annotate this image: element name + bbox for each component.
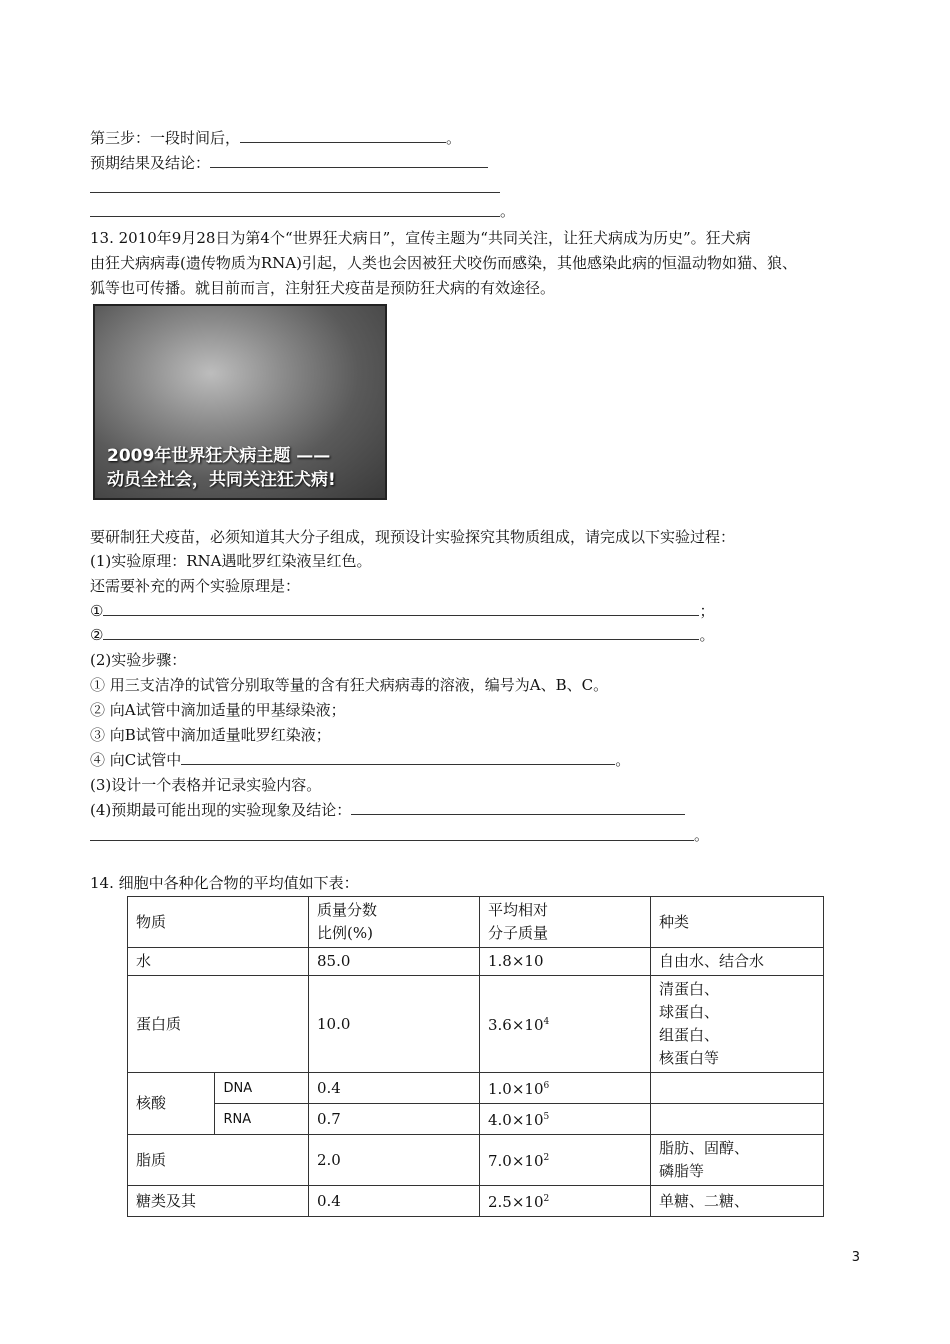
cell-dna-mw (480, 1073, 651, 1104)
cell-rna-name: RNA (215, 1104, 309, 1135)
header-mass (309, 897, 480, 948)
cell-sugar-mass: 0.4 (309, 1186, 480, 1217)
lipid-kind-1: 脂肪、固醇、 (659, 1139, 750, 1157)
cell-water-mass: 85.0 (309, 948, 480, 976)
q13-principle: (1)实验原理：RNA遇吡罗红染液呈红色。 (90, 552, 372, 570)
lipid-mw-exp: 2 (543, 1153, 550, 1163)
photo-caption-line2: 动员全社会，共同关注狂犬病! (107, 470, 336, 490)
table-row (128, 1073, 824, 1104)
protein-kind-1: 清蛋白、 (659, 980, 720, 998)
cell-water-kinds: 自由水、结合水 (651, 948, 824, 976)
predict-blank-1[interactable] (351, 800, 685, 815)
period: 。 (699, 626, 715, 644)
q12-step3-line (90, 128, 461, 148)
q13-step4-line (90, 750, 630, 770)
cell-protein-mass: 10.0 (309, 976, 480, 1073)
dna-mw-exp: 6 (543, 1081, 550, 1091)
photo-caption (95, 444, 385, 492)
cell-lipid-mass: 2.0 (309, 1135, 480, 1186)
circle-1: ① (90, 602, 104, 620)
cell-protein-name: 蛋白质 (128, 976, 309, 1073)
q13-intro-line1: 13. 2010年9月28日为第4个“世界狂犬病日”，宣传主题为“共同关注，让狂犬病成为历史”。狂犬病 (90, 229, 751, 247)
rna-mw-exp: 5 (543, 1112, 550, 1122)
q12-step3-punct: 。 (446, 129, 462, 147)
q12-expect-blank-3[interactable] (90, 216, 500, 217)
cell-dna-kinds (651, 1073, 824, 1104)
q13-need-more: 还需要补充的两个实验原理是： (90, 577, 301, 595)
header-substance: 物质 (128, 897, 309, 948)
protein-mw-base: 3.6×10 (488, 1016, 544, 1034)
cell-sugar-kinds: 单糖、二糖、 (651, 1186, 824, 1217)
cell-protein-mw (480, 976, 651, 1073)
cell-lipid-name: 脂质 (128, 1135, 309, 1186)
q13-predict-line (90, 800, 685, 820)
cell-sugar-name: 糖类及其 (128, 1186, 309, 1217)
principle-2-blank[interactable] (103, 625, 699, 640)
cell-rna-mass: 0.7 (309, 1104, 480, 1135)
q12-end-punct: 。 (500, 202, 516, 220)
q13-step1: ① 用三支洁净的试管分别取等量的含有狂犬病病毒的溶液，编号为A、B、C。 (90, 676, 609, 694)
page-number: 3 (851, 1250, 860, 1265)
protein-kind-2: 球蛋白、 (659, 1003, 720, 1021)
rna-mw-base: 4.0×10 (488, 1111, 544, 1129)
sugar-mw-base: 2.5×10 (488, 1193, 544, 1211)
q13-intro-line2: 由狂犬病病毒(遗传物质为RNA)引起，人类也会因被狂犬咬伤而感染，其他感染此病的恒温动物如猫、狼、 (90, 254, 797, 272)
q13-step4-text: ④ 向C试管中 (90, 751, 182, 769)
q13-step2: ② 向A试管中滴加适量的甲基绿染液； (90, 701, 346, 719)
predict-end-punct: 。 (694, 826, 710, 844)
q13-principle-1-line (90, 601, 714, 621)
protein-kind-3: 组蛋白、 (659, 1026, 720, 1044)
header-mass-line1: 质量分数 (317, 901, 378, 919)
compound-table (127, 896, 824, 1217)
period: 。 (615, 751, 631, 769)
cell-rna-mw (480, 1104, 651, 1135)
cell-rna-kinds (651, 1104, 824, 1135)
protein-kind-4: 核蛋白等 (659, 1049, 720, 1067)
q13-predict-text: (4)预期最可能出现的实验现象及结论： (90, 801, 352, 819)
lipid-mw-base: 7.0×10 (488, 1152, 544, 1170)
q13-intro-line3: 狐等也可传播。就目前而言，注射狂犬疫苗是预防狂犬病的有效途径。 (90, 279, 556, 297)
header-mw-line1: 平均相对 (488, 901, 549, 919)
header-kinds: 种类 (651, 897, 824, 948)
cell-dna-name: DNA (215, 1073, 309, 1104)
protein-mw-exp: 4 (543, 1017, 550, 1027)
cell-sugar-mw (480, 1186, 651, 1217)
q12-step3-blank[interactable] (240, 128, 446, 143)
table-row (128, 1104, 824, 1135)
cell-water-name: 水 (128, 948, 309, 976)
q14-title: 14. 细胞中各种化合物的平均值如下表： (90, 874, 359, 892)
cell-lipid-kinds (651, 1135, 824, 1186)
table-row (128, 948, 824, 976)
rabies-dog-photo (93, 304, 387, 500)
header-mass-line2: 比例(%) (317, 924, 373, 942)
header-mw-line2: 分子质量 (488, 924, 549, 942)
table-row (128, 976, 824, 1073)
header-mw (480, 897, 651, 948)
q12-expect-blank-1[interactable] (210, 153, 488, 168)
dna-mw-base: 1.0×10 (488, 1080, 544, 1098)
table-row (128, 1186, 824, 1217)
lipid-kind-2: 磷脂等 (659, 1162, 705, 1180)
q12-expect-blank-2[interactable] (90, 192, 500, 193)
q13-steps-label: (2)实验步骤： (90, 651, 187, 669)
semicolon: ； (699, 602, 715, 620)
q13-design: (3)设计一个表格并记录实验内容。 (90, 776, 322, 794)
cell-nucleic-name: 核酸 (128, 1073, 215, 1135)
circle-2: ② (90, 626, 104, 644)
step4-blank[interactable] (181, 750, 615, 765)
q13-step3: ③ 向B试管中滴加适量吡罗红染液； (90, 726, 331, 744)
q13-principle-2-line (90, 625, 714, 645)
predict-blank-2[interactable] (90, 840, 694, 841)
cell-lipid-mw (480, 1135, 651, 1186)
q12-expect-line (90, 153, 488, 173)
q12-step3-text: 第三步：一段时间后， (90, 129, 241, 147)
photo-caption-line1: 2009年世界狂犬病主题 —— (107, 446, 331, 466)
principle-1-blank[interactable] (103, 601, 699, 616)
q12-expect-label: 预期结果及结论： (90, 154, 211, 172)
q13-task: 要研制狂犬疫苗，必须知道其大分子组成，现预设计实验探究其物质组成，请完成以下实验过程： (90, 528, 736, 546)
sugar-mw-exp: 2 (543, 1194, 550, 1204)
cell-protein-kinds (651, 976, 824, 1073)
table-header-row (128, 897, 824, 948)
table-row (128, 1135, 824, 1186)
cell-dna-mass: 0.4 (309, 1073, 480, 1104)
cell-water-mw: 1.8×10 (480, 948, 651, 976)
